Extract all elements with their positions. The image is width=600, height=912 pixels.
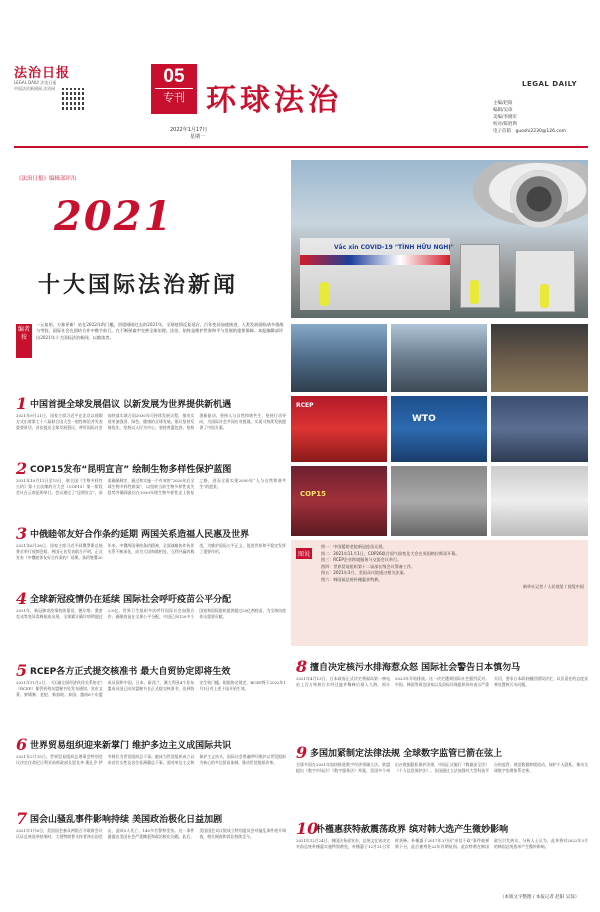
photo-tile (391, 324, 487, 392)
photo-banner-text: WTO (412, 414, 436, 424)
caption-label: 图说 (296, 548, 312, 559)
editor-line: 主编/赵阳 (493, 101, 513, 106)
article-body: 2021年12月24日，韩国法务部宣布，总统文在寅决定对前总统朴槿惠实施特别赦免，朴槿惠于12月31日零时获释。朴槿惠于2017年3月因“亲信干政”事件被弹劾下台，此后被判处22年有期徒刑。此次特赦在韩国政坛引发热议，分析人士认为，此举将对2022年3月的韩国总统选举产生微妙影响。 (296, 838, 588, 850)
article-5 (16, 661, 286, 732)
page-number-box (151, 64, 197, 114)
photo-banner-text: COP15 (300, 490, 326, 498)
lead-year: 2021 (54, 193, 174, 240)
photo-tile (291, 324, 387, 392)
legal-daily-label: LEGAL DAILY (522, 80, 578, 88)
photo-banner-text: RCEP (296, 402, 314, 409)
masthead-logo: 法治日报 (14, 66, 71, 81)
article-body: 2021年11月2日，《区域全面经济伙伴关系协定》（RCEP）保管机构东盟秘书处发布通知，宣布文莱、柬埔寨、老挝、新加坡、泰国、越南6个东盟成员国和中国、日本、新西兰、澳大利亚4个非东盟成员国已向东盟秘书长正式提交核准书，达到协定生效门槛。根据协定规定，RCEP将于2022年1月1日对上述十国开始生效。 (16, 680, 286, 698)
worker-figure (320, 282, 329, 306)
issue-weekday: 星期一 (190, 134, 206, 140)
article-number: 3 (16, 524, 28, 543)
section-title: 环球法治 (206, 83, 342, 118)
photo-caption-box (291, 540, 588, 646)
editor-line: 美编/李晓军 (493, 115, 518, 120)
cargo-flag-stripe (300, 255, 450, 265)
caption-line: 图五：2021年3月，美国众议院通过相关法案。 (321, 570, 408, 576)
article-1 (16, 394, 286, 457)
photo-tile (391, 396, 487, 462)
article-number: 4 (16, 589, 28, 608)
article-7 (16, 809, 286, 906)
article-number: 5 (16, 661, 28, 680)
header-rule (14, 146, 588, 148)
article-number: 2 (16, 459, 28, 478)
article-title: 多国加紧制定法律法规 全球数字监管已箭在弦上 (310, 749, 503, 759)
article-body: 2021年6月28日，国家主席习近平同俄罗斯总统普京举行视频会晤，两国元首发表联合声明，正式宣布《中俄睦邻友好合作条约》延期。条约签署20年来，中俄两国秉持条约精神，全面战略协作伙伴关系不断深化，成为大国和睦相处、互利共赢的典范，为维护国际公平正义、促进世界和平稳定发挥了重要作用。 (16, 543, 286, 561)
article-body: 2021年，新冠肺炎疫情持续蔓延，德尔塔、奥密克戎等变异毒株接连出现，全球累计确诊病例超过2.8亿。世界卫生组织多次呼吁国际社会加强合作，确保疫苗在全球公平分配。中国已向120多个国家和国际组织提供超过20亿剂疫苗，为全球抗疫作出重要贡献。 (16, 608, 286, 620)
article-title: 世界贸易组织迎来新掌门 维护多边主义成国际共识 (30, 741, 232, 751)
intro-label: 编者按 (16, 324, 32, 358)
photo-tile (291, 466, 387, 536)
article-9 (296, 743, 588, 818)
cargo-label: Vắc xin COVID-19 "TÌNH HỮU NGHỊ" (334, 244, 454, 251)
article-body: 2021年2月15日，世界贸易组织总理事会特别会议决定任命尼日利亚前财政部长恩戈齐·奥孔乔-伊韦阿拉为世贸组织总干事。她成为世贸组织成立以来首位女性及首位非洲籍总干事。面对单边主义和保护主义抬头，国际社会普遍呼吁维护以世贸组织为核心的多边贸易体制，推动世贸组织改革。 (16, 754, 286, 766)
caption-line: 图二：2021年11月1日，COP26联合国气候变化大会在英国格拉斯哥开幕。 (321, 550, 460, 556)
article-title: 国会山骚乱事件影响持续 美国政治极化日益加剧 (30, 815, 223, 825)
article-title: 中国首提全球发展倡议 以新发展为世界提供新机遇 (30, 400, 232, 410)
footer-credits: （本版文字整理 / 本报记者 赵阳 吴琼） (500, 895, 580, 900)
worker-figure (470, 280, 479, 304)
qr-code-overlay (62, 88, 84, 110)
cargo-box (460, 244, 500, 308)
article-10 (296, 819, 588, 896)
editor-line: 编辑/吴琼 (493, 108, 513, 113)
article-title: RCEP各方正式提交核准书 最大自贸协定即将生效 (30, 667, 231, 677)
editor-line: 校对/陈胜利 (493, 122, 518, 127)
article-6 (16, 735, 286, 806)
article-number: 1 (16, 394, 28, 413)
photo-tile (391, 466, 487, 536)
caption-credits: 新华社记者 / 人民视觉 / 视觉中国 (522, 583, 584, 589)
article-4 (16, 589, 286, 658)
lead-tag: 《法治日报》编辑部评出 (16, 176, 77, 182)
article-number: 8 (296, 657, 308, 676)
editor-line: 电子信箱：guoshi2230@126.com (493, 129, 566, 134)
caption-line: 图一：中国援助老挝新冠疫苗运抵。 (321, 544, 387, 549)
article-body: 2021年9月21日，国家主席习近平在北京以视频方式出席第七十六届联合国大会一般性辩论并发表重要讲话，首次提出全球发展倡议，呼吁国际社会加快落实联合国2030年可持续发展议程，推动实现更加强劲、绿色、健康的全球发展。倡议坚持发展优先、坚持以人民为中心、坚持普惠包容、坚持创新驱动、坚持人与自然和谐共生、坚持行动导向，为国际社会共同应对挑战、实现可持续发展提供了中国方案。 (16, 413, 286, 431)
editor-credits (493, 100, 588, 135)
issue-date: 2022年1月17日 (170, 127, 208, 133)
article-number: 7 (16, 809, 28, 828)
lead-headline: 十大国际法治新闻 (38, 273, 239, 298)
article-title: 擅自决定核污水排海惹众怒 国际社会警告日本慎勿马 (310, 663, 521, 673)
article-8 (296, 657, 588, 742)
photo-tile (491, 396, 588, 462)
photo-tile (491, 466, 588, 536)
article-body: 全球多国在2021年加快推进数字经济领域立法。欧盟提出《数字市场法》《数字服务法》草案，美国多个州出台数据隐私保护法律，中国正式施行《数据安全法》《个人信息保护法》。各国通过立法加强对大型科技平台的监管，规范数据跨境流动，保护个人隐私，推动全球数字治理体系完善。 (296, 762, 588, 774)
article-number: 9 (296, 743, 308, 762)
article-title: 中俄睦邻友好合作条约延期 两国关系造福人民惠及世界 (30, 530, 250, 540)
article-number: 10 (296, 819, 319, 838)
worker-figure (540, 284, 549, 308)
article-title: 朴槿惠获特赦震荡政界 缤对韩大选产生微妙影响 (316, 825, 509, 835)
article-title: COP15发布“昆明宣言” 绘制生物多样性保护蓝图 (30, 465, 232, 475)
article-body: 2021年1月6日，美国国会参众两院召开联席会议认证总统选举结果时，大批特朗普支持者冲击国会山，造成5人死亡、140多名警察受伤。这一事件暴露出美国社会严重撕裂和政治极化问题。此后，美国国会众议院成立特别委员会对骚乱事件展开调查，相关调查和诉讼持续至今。 (16, 828, 286, 840)
intro-text: 一元复始，万象更新！站在2022年的门槛，回望刚刚过去的2021年，全球疫情反复延宕，百年变局加速演进，人类发展面临诸多挑战与考验。国际社会在团结合作中携手前行，在不断探索中完善全球治理。法治，始终是维护世界和平与发展的重要保障。本报编辑部评出2021年十大国际法治新闻，以飨读者。 (36, 322, 284, 340)
article-title: 全球新冠疫情仍在延续 国际社会呼吁疫苗公平分配 (30, 595, 232, 605)
article-body: 2021年4月13日，日本政府正式决定将福岛第一核电站上百万吨核污水经过滤并稀释后排入大海，预计2023年开始排放。这一决定遭到国际社会强烈反对。中国、韩国等周边国家以及国际环保组织纷纷表示严重关切，要求日本政府撤回错误决定，以负责任的态度妥善处置核污水问题。 (296, 676, 588, 688)
page-label: 专刊 (155, 88, 193, 105)
article-3 (16, 524, 286, 591)
caption-line: 图六：韩国前总统朴槿惠获特赦。 (321, 576, 383, 582)
page-number: 05 (163, 66, 185, 87)
jet-engine-icon (510, 170, 568, 228)
caption-line: 图四：世界贸易组织第十二届部长级会议筹备工作。 (321, 563, 416, 569)
article-body: 2021年10月11日至15日，联合国《生物多样性公约》第十五次缔约方大会（COP15）第一阶段会议在云南昆明举行。会议通过了“昆明宣言”，承诺确保制定、通过和实施一个有效的“2020年后全球生物多样性框架”，以扭转当前生物多样性丧失趋势并确保最迟在2030年使生物多样性走上恢复之路，进而全面实现2050年“人与自然和谐共生”的愿景。 (16, 478, 286, 496)
article-number: 6 (16, 735, 28, 754)
masthead-subtitle: LEGAL DAILY 法治日报 中国法治新闻网 法治网 (14, 80, 57, 91)
article-2 (16, 459, 286, 522)
caption-line: 图三：RCEP企业跨境服务与交流会议举行。 (321, 557, 402, 563)
photo-tile (491, 324, 588, 392)
